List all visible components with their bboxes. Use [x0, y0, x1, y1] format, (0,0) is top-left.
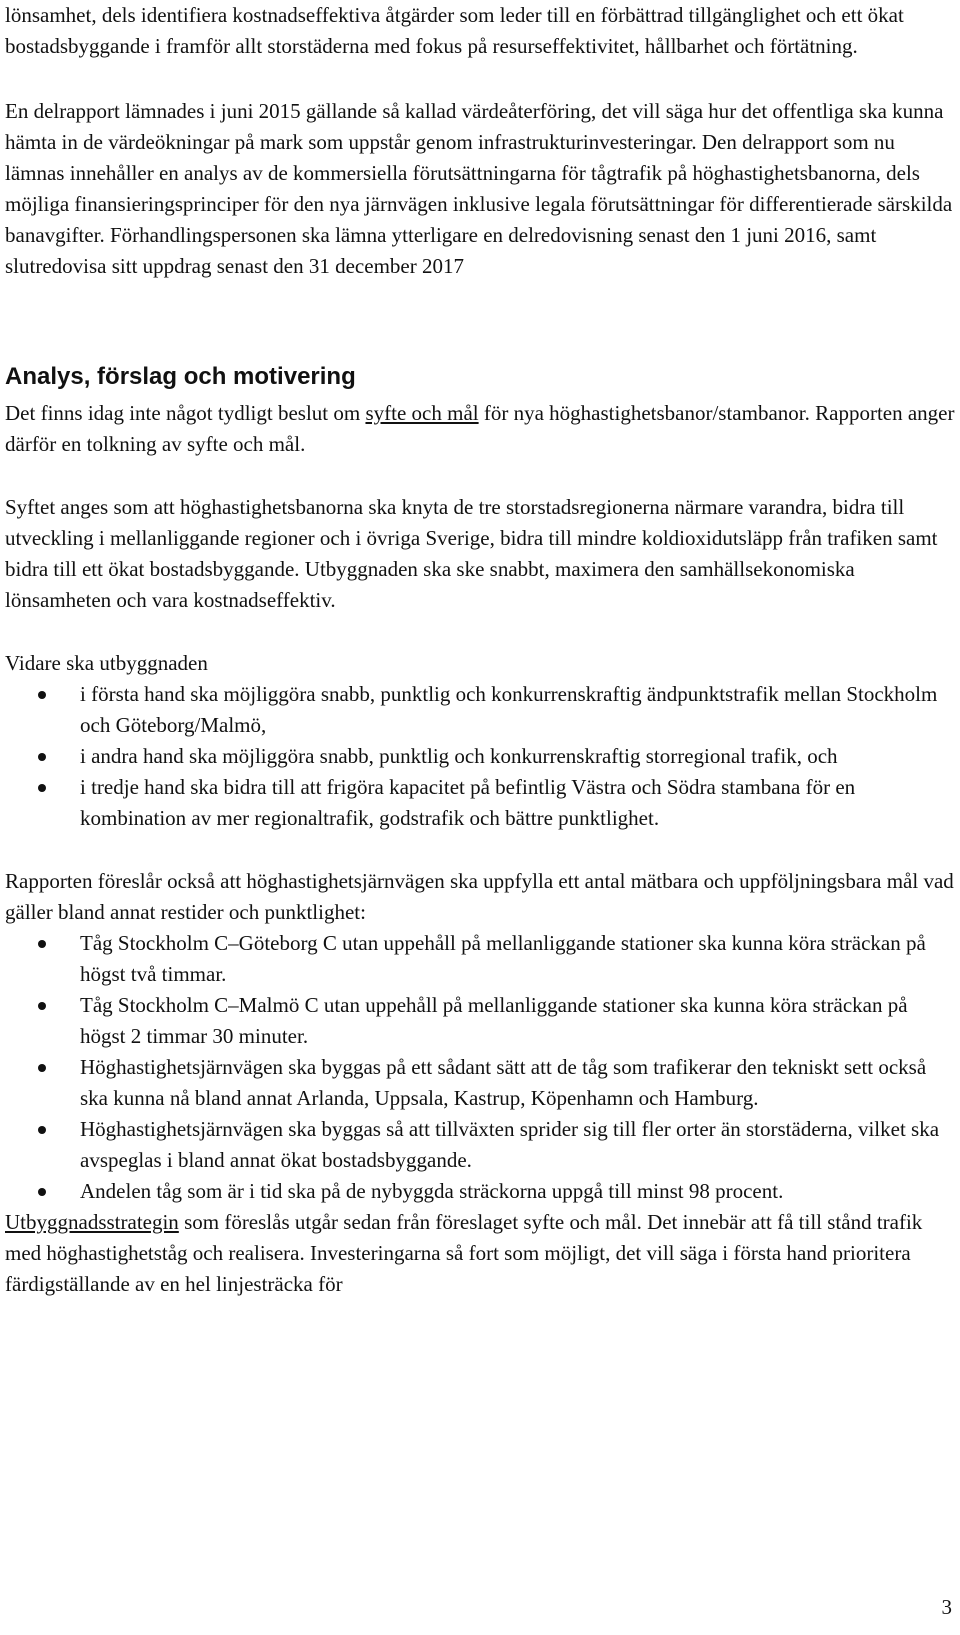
list-item-text: i tredje hand ska bidra till att frigöra kapacitet på befintlig Västra och Södra stambana för en kombination av mer regionaltrafik, godstrafik och bättre punktlighet. [80, 775, 856, 830]
list-item-text: Andelen tåg som är i tid ska på de nybyggda sträckorna uppgå till minst 98 procent. [80, 1179, 784, 1203]
list-item [5, 990, 955, 1052]
bullet-icon [38, 1126, 46, 1134]
list-item [5, 772, 955, 834]
list-item [5, 679, 955, 741]
page-number: 3 [941, 1595, 952, 1619]
document-page [5, 0, 955, 1300]
bullet-icon [38, 753, 46, 761]
list-item [5, 1114, 955, 1176]
purpose-text-end: för nya höghastighetsbanor/stambanor. Rapporten anger därför en tolkning av syfte och mål. [5, 401, 955, 456]
list-item-text: i första hand ska möjliggöra snabb, punktlig och konkurrenskraftig ändpunktstrafik mellan Stockholm och Göteborg/Malmö, [80, 682, 938, 737]
list-item-text: Tåg Stockholm C–Göteborg C utan uppehåll på mellanliggande stationer ska kunna köra sträckan på högst två timmar. [80, 931, 926, 986]
list-item [5, 1176, 955, 1207]
bullet-icon [38, 940, 46, 948]
bullet-icon [38, 691, 46, 699]
goals-list [5, 928, 955, 1207]
list-item-text: Höghastighetsjärnvägen ska byggas så att tillväxten sprider sig till fler orter än storstäderna, vilket ska avspeglas i bland annat ökat bostadsbyggande. [80, 1117, 940, 1172]
utbyggnadsstrategin-link[interactable]: Utbyggnadsstrategin [5, 1210, 179, 1234]
purpose-text-start: Det finns idag inte något tydligt beslut om [5, 401, 366, 425]
list-item [5, 928, 955, 990]
section-heading: Analys, förslag och motivering [5, 363, 356, 390]
list-item-text: Tåg Stockholm C–Malmö C utan uppehåll på mellanliggande stationer ska kunna köra sträckan på högst 2 timmar 30 minuter. [80, 993, 908, 1048]
list-item [5, 741, 955, 772]
bullet-icon [38, 1002, 46, 1010]
syfte-och-mal-link[interactable]: syfte och mål [365, 401, 479, 425]
list-item-text: Höghastighetsjärnvägen ska byggas på ett sådant sätt att de tåg som trafikerar den tekniskt sett också ska kunna nå bland annat Arlanda, Uppsala, Kastrup, Köpenhamn och Hamburg. [80, 1055, 927, 1110]
bullet-icon [38, 1064, 46, 1072]
intro-paragraph: lönsamhet, dels identifiera kostnadseffektiva åtgärder som leder till en förbättrad tillgänglighet och ett ökat bostadsbyggande i framför allt storstäderna med fokus på resurseffektivitet, hållbarhet och förtätning. [5, 3, 904, 58]
strategy-paragraph [5, 1207, 955, 1300]
bullet-icon [38, 1188, 46, 1196]
list-item [5, 1052, 955, 1114]
bullet-icon [38, 784, 46, 792]
priority-list [5, 679, 955, 834]
goals-paragraph: Rapporten föreslår också att höghastighetsjärnvägen ska uppfylla ett antal mätbara och uppföljningsbara mål vad gäller bland annat restider och punktlighet: [5, 869, 954, 924]
strategy-text: som föreslås utgår sedan från föreslaget syfte och mål. Det innebär att få till stånd trafik med höghastighetståg och realisera. Investeringarna så fort som möjligt, det vill säga i första hand prioritera färdigställande av en hel linjesträcka för [5, 1210, 923, 1296]
vidare-paragraph: Vidare ska utbyggnaden [5, 651, 208, 675]
delrapport-paragraph: En delrapport lämnades i juni 2015 gällande så kallad värdeåterföring, det vill säga hur det offentliga ska kunna hämta in de värdeökningar på mark som uppstår genom infrastrukturinvesteringar. Den delrapport som nu lämnas innehåller en analys av de kommersiella förutsättningarna för tågtrafik på höghastighetsbanorna, dels möjliga finansieringsprinciper för den nya järnvägen inklusive legala förutsättningar för differentierade särskilda banavgifter. Förhandlingspersonen ska lämna ytterligare en delredovisning senast den 1 juni 2016, samt slutredovisa sitt uppdrag senast den 31 december 2017 [5, 99, 953, 278]
syftet-paragraph: Syftet anges som att höghastighetsbanorna ska knyta de tre storstadsregionerna närmare varandra, bidra till utveckling i mellanliggande regioner och i övriga Sverige, bidra till mindre koldioxidutsläpp från trafiken samt bidra till ett ökat bostadsbyggande. Utbyggnaden ska ske snabbt, maximera den samhällsekonomiska lönsamheten och vara kostnadseffektiv. [5, 495, 938, 612]
purpose-paragraph [5, 398, 955, 460]
list-item-text: i andra hand ska möjliggöra snabb, punktlig och konkurrenskraftig storregional trafik, och [80, 744, 838, 768]
